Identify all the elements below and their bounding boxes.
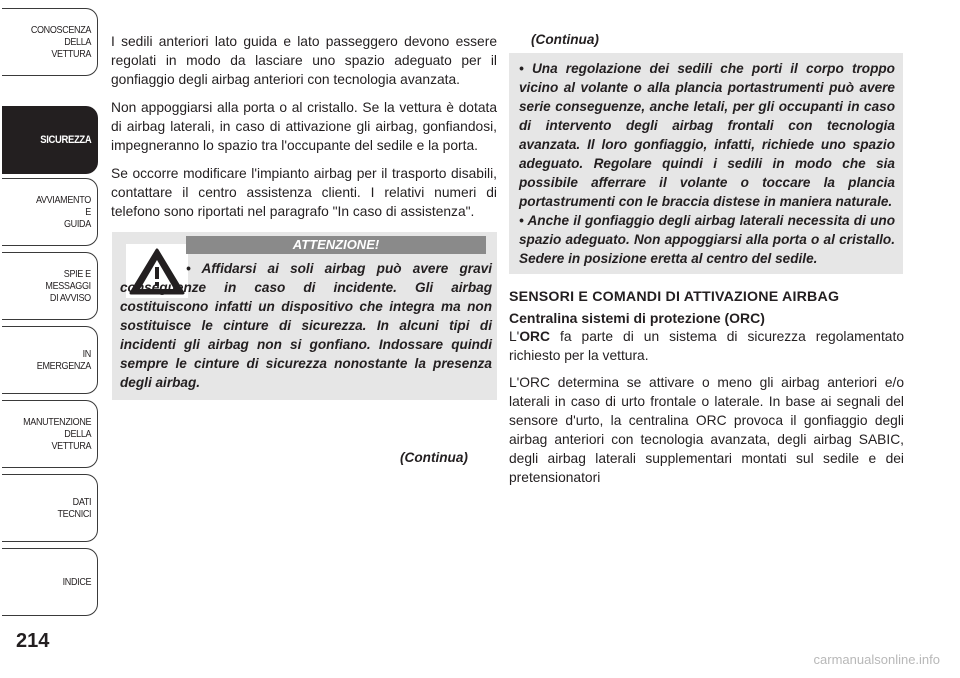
tab-conoscenza-della-vettura[interactable] (2, 8, 98, 76)
watermark: carmanualsonline.info (813, 652, 940, 667)
body-paragraph: Non appoggiarsi alla porta o al cristallo. Se la vettura è dotata di airbag laterali, in caso di attivazione gli airbag, gonfiandosi, impegneranno lo spazio tra l'occupante del sedile e la porta. (111, 100, 497, 153)
orc-intro-prefix: L' (509, 329, 520, 344)
tab-dati-tecnici[interactable] (2, 474, 98, 542)
tab-label: DATI TECNICI (57, 496, 91, 520)
page-number: 214 (16, 630, 50, 652)
left-column (111, 32, 497, 400)
tab-label: SPIE E MESSAGGI DI AVVISO (45, 268, 91, 304)
orc-intro-text: fa parte di un sistema di sicurezza regolamentato richiesto per la vettura. (509, 329, 904, 363)
warning-continuation-box (509, 53, 903, 274)
warning-text: • Affidarsi ai soli airbag può avere gravi conseguenze in caso di incidente. Gli airbag costituiscono infatti un dispositivo che integra ma non sostituisce le cinture di sicurezza. In alcuni tipi di incidenti gli airbag non si gonfiano. Indossare quindi sempre le cinture di sicurezza nonostante la presenza degli airbag. (120, 261, 492, 390)
tab-spie-e-messaggi[interactable] (2, 252, 98, 320)
continued-label: (Continua) (400, 450, 468, 465)
tab-label: INDICE (62, 576, 91, 588)
chapter-tab-sidebar (0, 0, 100, 620)
tab-indice[interactable] (2, 548, 98, 616)
section-heading: SENSORI E COMANDI DI ATTIVAZIONE AIRBAG (509, 289, 840, 305)
warning-heading: ATTENZIONE! (186, 236, 486, 254)
tab-label: IN EMERGENZA (36, 348, 91, 372)
tab-label: CONOSCENZA DELLA VETTURA (30, 24, 91, 60)
tab-avviamento-e-guida[interactable] (2, 178, 98, 246)
tab-label: MANUTENZIONE DELLA VETTURA (22, 416, 91, 452)
body-paragraph: I sedili anteriori lato guida e lato passeggero devono essere regolati in modo da lasciare uno spazio adeguato per il gonfiaggio degli airbag anteriori con tecnologia avanzata. (111, 34, 497, 87)
tab-label: AVVIAMENTO E GUIDA (36, 194, 91, 230)
tab-label: SICUREZZA (39, 134, 91, 146)
continued-label: (Continua) (531, 32, 599, 47)
orc-paragraph: L'ORC determina se attivare o meno gli airbag anteriori e/o laterali in caso di urto frontale o laterale. In base ai segnali del sensore d'urto, la centralina ORC provoca il gonfiaggio degli airbag anteriori con tecnologia avanzata, degli airbag SABIC, degli airbag laterali supplementari montati sul sedile e dei pretensionatori (509, 375, 904, 485)
warning-bullet: • Anche il gonfiaggio degli airbag laterali necessita di uno spazio adeguato. Non appoggiarsi alla porta o al cristallo. Sedere in posizione eretta al centro del sedile. (519, 213, 895, 266)
warning-bullet: • Una regolazione dei sedili che porti il corpo troppo vicino al volante o alla plancia portastrumenti può avere serie conseguenze, anche letali, per gli occupanti in caso di intervento degli airbag frontali con tecnologia avanzata. Il loro gonfiaggio, infatti, richiede uno spazio adeguato. Regolare quindi i sedili in modo che sia possibile afferrare il volante o toccare la plancia portastrumenti con le braccia distese in maniera naturale. (519, 61, 895, 209)
body-paragraph: Se occorre modificare l'impianto airbag per il trasporto disabili, contattare il centro assistenza clienti. I relativi numeri di telefono sono riportati nel paragrafo "In caso di assistenza". (111, 166, 497, 219)
orc-term: ORC (519, 329, 550, 344)
tab-sicurezza[interactable] (2, 106, 98, 174)
warning-box (112, 232, 497, 400)
sub-heading: Centralina sistemi di protezione (ORC) (509, 310, 765, 326)
orc-intro-paragraph (509, 327, 904, 365)
tab-manutenzione-della-vettura[interactable] (2, 400, 98, 468)
tab-in-emergenza[interactable] (2, 326, 98, 394)
right-column (509, 30, 904, 496)
